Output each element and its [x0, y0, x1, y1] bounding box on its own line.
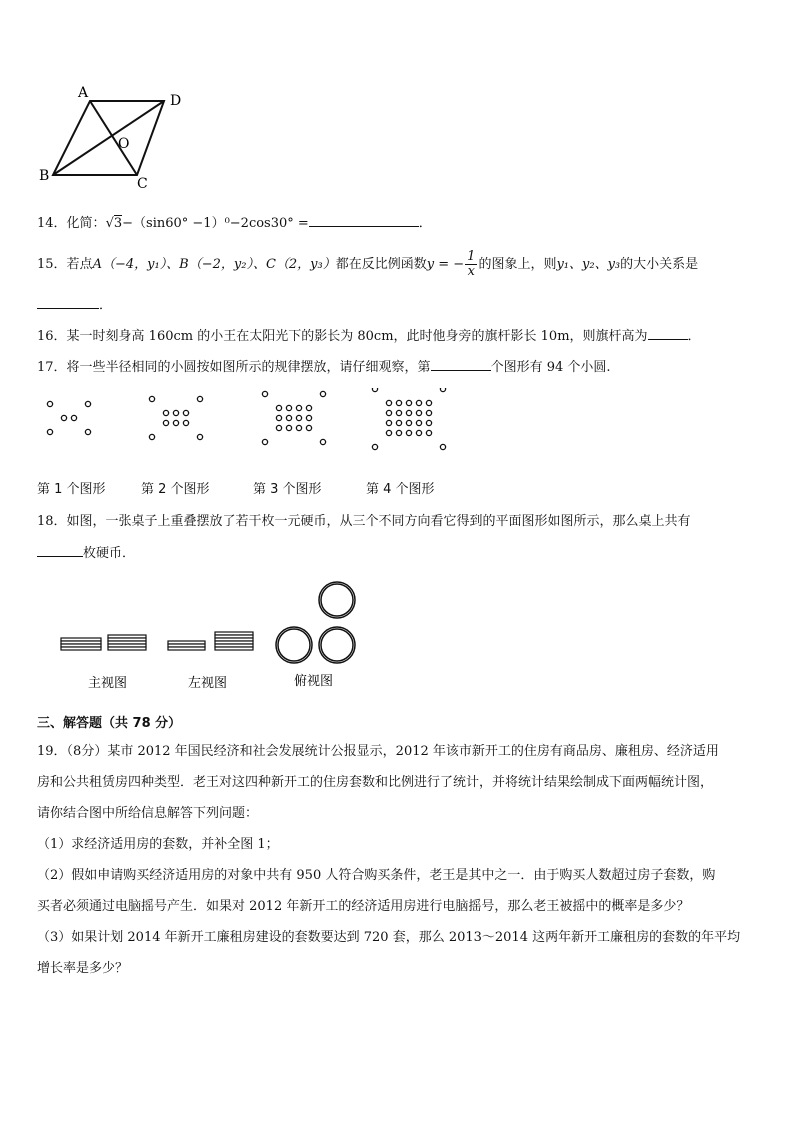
corner-circle — [149, 396, 154, 401]
circle-patterns — [30, 388, 450, 468]
small-circle — [276, 425, 281, 430]
fraction-numerator: 1 — [467, 249, 476, 264]
corner-circle — [262, 391, 267, 396]
corner-circle — [85, 429, 90, 434]
left-view — [168, 632, 253, 650]
corner-circle — [320, 439, 325, 444]
question-19-part-2-line-1: （2）假如申请购买经济适用房的对象中共有 950 人符合购买条件，老王是其中之一．由于购买人数超过房子套数，购 — [37, 868, 716, 883]
sqrt-sign: √ — [105, 216, 114, 231]
vertex-b-label: B — [39, 168, 50, 184]
corner-circle — [372, 388, 377, 392]
small-circle — [386, 400, 391, 405]
question-number: 16． — [37, 329, 67, 344]
vertex-c-label: C — [137, 176, 148, 190]
q14-expression: −（sin60° −1）⁰−2cos30° = — [122, 216, 309, 231]
q15-text-a: 若点 — [66, 257, 93, 272]
question-18-cont — [37, 542, 135, 561]
question-17 — [37, 356, 611, 375]
top-view-label: 俯视图 — [294, 674, 334, 689]
small-circle — [296, 405, 301, 410]
small-circle — [406, 420, 411, 425]
question-15 — [37, 250, 698, 279]
rhombus-figure — [34, 82, 194, 190]
corner-circle — [47, 401, 52, 406]
fraction — [465, 250, 477, 279]
small-circle — [296, 415, 301, 420]
point-c: C（2，y₃） — [265, 257, 336, 272]
small-circle — [306, 415, 311, 420]
question-19-part-3-line-2: 增长率是多少？ — [37, 961, 129, 976]
question-19-part-1: （1）求经济适用房的套数，并补全图 1； — [37, 837, 279, 852]
fraction-denominator: x — [467, 264, 475, 279]
pattern-caption-2: 第 2 个图形 — [141, 482, 210, 497]
front-view-label: 主视图 — [88, 676, 128, 691]
answer-blank — [37, 544, 83, 557]
question-number: 17． — [37, 360, 67, 375]
small-circle — [416, 410, 421, 415]
small-circle — [173, 410, 178, 415]
small-circle — [386, 420, 391, 425]
q14-prefix: 化简： — [66, 216, 106, 231]
sqrt-arg: 3 — [113, 216, 123, 231]
q17-text-a: 将一些半径相同的小圆按如图所示的规律摆放，请仔细观察，第 — [66, 360, 431, 375]
q15-text-b: 都在反比例函数 — [335, 257, 427, 272]
coin-views-figure — [55, 578, 365, 702]
corner-circle — [149, 434, 154, 439]
small-circle — [173, 420, 178, 425]
small-circle — [286, 405, 291, 410]
small-circle — [286, 425, 291, 430]
q18-text-a: 如图，一张桌子上重叠摆放了若干枚一元硬币，从三个不同方向看它得到的平面图形如图所示，那么桌上共有 — [66, 514, 691, 529]
small-circle — [286, 415, 291, 420]
question-19-part-3-line-1: （3）如果计划 2014 年新开工廉租房建设的套数要达到 720 套，那么 2013～2014 这两年新开工廉租房的套数的年平均 — [37, 930, 741, 945]
small-circle — [406, 410, 411, 415]
small-circle — [306, 405, 311, 410]
q18-text-b: 枚硬币． — [83, 546, 136, 561]
pattern-caption-3: 第 3 个图形 — [253, 482, 322, 497]
small-circle — [306, 425, 311, 430]
q15-end: ． — [99, 298, 113, 313]
corner-circle — [440, 444, 445, 449]
small-circle — [396, 420, 401, 425]
corner-circle — [85, 401, 90, 406]
small-circle — [426, 400, 431, 405]
small-circle — [183, 420, 188, 425]
question-number: 14． — [37, 216, 67, 231]
corner-circle — [440, 388, 445, 392]
section-3-title: 三、解答题（共 78 分） — [37, 716, 182, 731]
small-circle — [71, 415, 76, 420]
small-circle — [276, 405, 281, 410]
vertex-d-label: D — [170, 93, 182, 109]
corner-circle — [262, 439, 267, 444]
small-circle — [416, 400, 421, 405]
answer-blank — [431, 358, 491, 371]
corner-circle — [47, 429, 52, 434]
small-circle — [163, 410, 168, 415]
question-14 — [37, 212, 432, 231]
small-circle — [396, 410, 401, 415]
small-circle — [406, 430, 411, 435]
question-number: 15． — [37, 257, 67, 272]
corner-circle — [197, 434, 202, 439]
q19-intro-line-1: 某市 2012 年国民经济和社会发展统计公报显示，2012 年该市新开工的住房有商品房、廉租房、经济适用 — [107, 744, 719, 759]
small-circle — [406, 400, 411, 405]
diagonal-ac — [90, 101, 137, 175]
pattern-caption-1: 第 1 个图形 — [37, 482, 106, 497]
small-circle — [416, 420, 421, 425]
pattern-caption-4: 第 4 个图形 — [366, 482, 435, 497]
small-circle — [386, 410, 391, 415]
corner-circle — [320, 391, 325, 396]
q16-text: 某一时刻身高 160cm 的小王在太阳光下的影长为 80cm，此时他身旁的旗杆影长 10m，则旗杆高为 — [66, 329, 648, 344]
q17-text-b: 个图形有 94 个小圆. — [490, 360, 611, 375]
vertex-a-label: A — [78, 85, 89, 101]
small-circle — [426, 420, 431, 425]
question-15-answer — [37, 294, 112, 313]
question-19-line-1 — [37, 740, 719, 759]
q19-score: （8分） — [66, 744, 108, 759]
left-view-label: 左视图 — [188, 676, 228, 691]
small-circle — [276, 415, 281, 420]
point-b: B（−2，y₂）、 — [179, 257, 266, 272]
q16-end: ． — [687, 329, 701, 344]
corner-circle — [197, 396, 202, 401]
q14-end: ． — [418, 216, 432, 231]
q15-text-c: 的图象上，则 — [478, 257, 557, 272]
question-19-line-2: 房和公共租赁房四种类型．老王对这四种新开工的住房套数和比例进行了统计，并将统计结果绘制成下面两幅统计图， — [37, 775, 714, 790]
small-circle — [396, 430, 401, 435]
function-lhs: y = − — [426, 257, 465, 272]
small-circle — [426, 410, 431, 415]
question-19-part-2-line-2: 买者必须通过电脑摇号产生．如果对 2012 年新开工的经济适用房进行电脑摇号，那么老王被摇中的概率是多少？ — [37, 899, 690, 914]
small-circle — [163, 420, 168, 425]
question-19-line-3: 请你结合图中所给信息解答下列问题： — [37, 806, 259, 821]
corner-circle — [372, 444, 377, 449]
question-number: 19． — [37, 744, 67, 759]
small-circle — [61, 415, 66, 420]
answer-blank — [309, 214, 419, 227]
point-a: A（−4，y₁）、 — [92, 257, 180, 272]
answer-blank — [37, 296, 99, 309]
question-18 — [37, 510, 691, 529]
small-circle — [296, 425, 301, 430]
q15-text-d: 的大小关系是 — [620, 257, 699, 272]
small-circle — [183, 410, 188, 415]
small-circle — [396, 400, 401, 405]
small-circle — [386, 430, 391, 435]
answer-blank — [648, 327, 688, 340]
small-circle — [416, 430, 421, 435]
top-view — [276, 582, 355, 663]
diagonal-bd — [53, 101, 164, 175]
y-values: y₁、y₂、y₃ — [556, 257, 621, 272]
front-view — [61, 635, 146, 650]
center-o-label: O — [118, 136, 130, 152]
small-circle — [426, 430, 431, 435]
question-number: 18． — [37, 514, 67, 529]
question-16 — [37, 325, 701, 344]
